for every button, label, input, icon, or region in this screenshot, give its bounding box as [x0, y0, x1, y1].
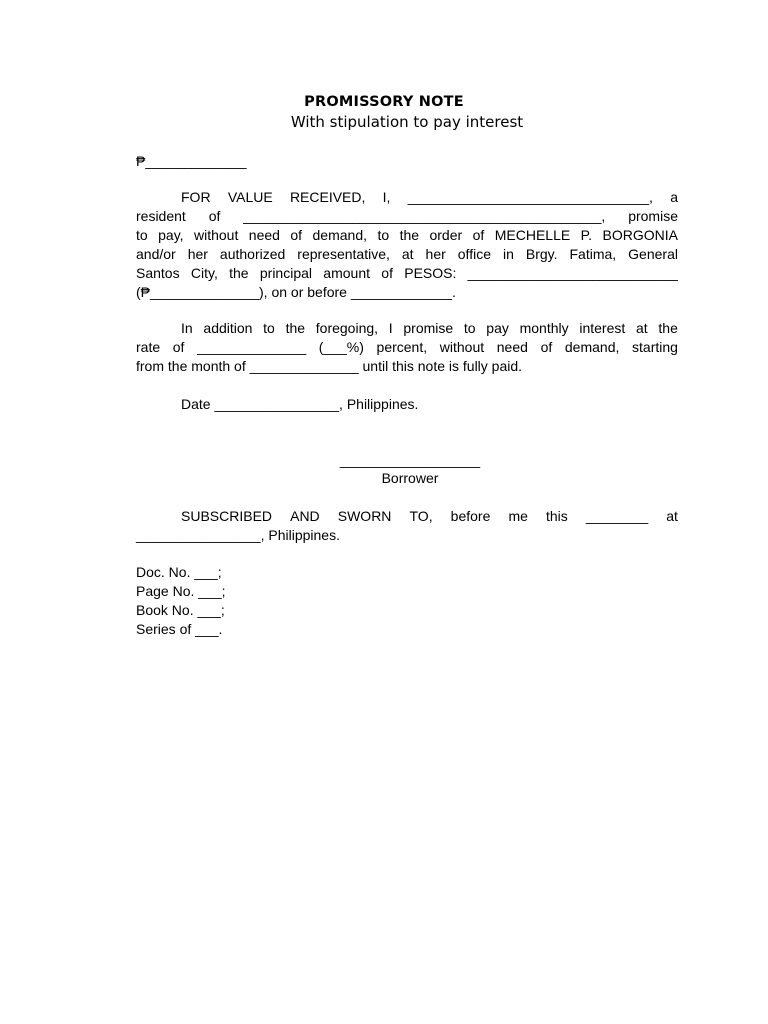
word: to — [136, 227, 148, 243]
word: monthly — [519, 320, 569, 336]
word: In — [181, 320, 193, 336]
paragraph1-line2 — [136, 207, 678, 226]
word: at — [666, 508, 678, 524]
word: SUBSCRIBED — [181, 508, 273, 524]
word: her — [187, 246, 208, 262]
signature-line: __________________ — [339, 452, 481, 468]
word: addition — [203, 320, 253, 336]
word: ________ — [585, 508, 649, 524]
date-line: Date ________________, Philippines. — [181, 396, 419, 412]
word: General — [628, 246, 678, 262]
word: the — [229, 265, 249, 281]
word: pay — [486, 320, 509, 336]
paragraph1-line1 — [136, 188, 678, 207]
word: ___________________________ — [467, 265, 678, 281]
doc-no: Doc. No. ___; — [136, 564, 222, 580]
word: City, — [190, 265, 218, 281]
word: need — [496, 339, 528, 355]
paragraph2-line1 — [136, 319, 678, 338]
word: in — [502, 246, 514, 262]
word: and/or — [136, 246, 176, 262]
word: interest — [579, 320, 626, 336]
word: PESOS: — [404, 265, 457, 281]
word: Brgy. — [525, 246, 558, 262]
word: the — [399, 227, 420, 243]
document-subtitle: With stipulation to pay interest — [290, 113, 524, 131]
amount-line: ₱_____________ — [136, 153, 247, 169]
word: this — [545, 508, 568, 524]
word: ______________________________________________, — [243, 208, 606, 224]
word: of — [172, 339, 185, 355]
paragraph1-line5 — [136, 264, 678, 283]
word: promise — [628, 208, 678, 224]
word: demand, — [564, 339, 620, 355]
word: I, — [382, 189, 391, 205]
paragraph1-line4 — [136, 245, 678, 264]
word: P. — [580, 227, 593, 243]
word: of — [208, 208, 221, 224]
word: rate — [136, 339, 161, 355]
paragraph2-line2 — [136, 338, 678, 357]
word: without — [194, 227, 239, 243]
word: foregoing, — [315, 320, 379, 336]
paragraph2-line3: from the month of ______________ until this note is fully paid. — [136, 358, 523, 374]
document-title: PROMISSORY NOTE — [304, 94, 464, 110]
series-of: Series of ___. — [136, 621, 223, 637]
paragraph1-line3 — [136, 226, 678, 245]
word: RECEIVED, — [289, 189, 366, 205]
word: of — [381, 265, 393, 281]
word: I — [388, 320, 393, 336]
word: of — [290, 227, 303, 243]
word: AND — [290, 508, 320, 524]
signature-label: Borrower — [381, 470, 439, 486]
word: Fatima, — [569, 246, 617, 262]
word: the — [658, 320, 678, 336]
word: promise — [403, 320, 454, 336]
word: without — [439, 339, 485, 355]
word: principal — [259, 265, 313, 281]
word: to — [377, 227, 390, 243]
word: ______________ — [197, 339, 307, 355]
word: starting — [632, 339, 678, 355]
word: a — [670, 189, 678, 205]
word: need — [248, 227, 280, 243]
word: VALUE — [227, 189, 273, 205]
word: FOR — [181, 189, 211, 205]
word: to — [463, 320, 476, 336]
word: me — [508, 508, 528, 524]
word: Santos — [136, 265, 180, 281]
word: authorized — [219, 246, 286, 262]
book-no: Book No. ___; — [136, 602, 225, 618]
word: her — [425, 246, 446, 262]
word: the — [285, 320, 306, 336]
word: BORGONIA — [602, 227, 678, 243]
word: to — [263, 320, 275, 336]
word: of — [472, 227, 485, 243]
word: (___%) — [318, 339, 364, 355]
word: resident — [136, 208, 186, 224]
word: office — [457, 246, 491, 262]
jurat-line2: ________________, Philippines. — [136, 527, 340, 543]
word: before — [450, 508, 491, 524]
word: TO, — [409, 508, 433, 524]
word: amount — [323, 265, 370, 281]
word: at — [635, 320, 648, 336]
word: of — [540, 339, 553, 355]
word: order — [429, 227, 463, 243]
word: demand, — [312, 227, 367, 243]
page-no: Page No. ___; — [136, 583, 226, 599]
jurat-line1 — [136, 507, 678, 526]
word: representative, — [297, 246, 390, 262]
paragraph1-line6: (₱______________), on or before _____________. — [136, 284, 456, 300]
word: pay, — [158, 227, 184, 243]
word: MECHELLE — [494, 227, 571, 243]
word: at — [401, 246, 414, 262]
word: SWORN — [337, 508, 392, 524]
word: _______________________________, — [407, 189, 653, 205]
word: percent, — [376, 339, 428, 355]
